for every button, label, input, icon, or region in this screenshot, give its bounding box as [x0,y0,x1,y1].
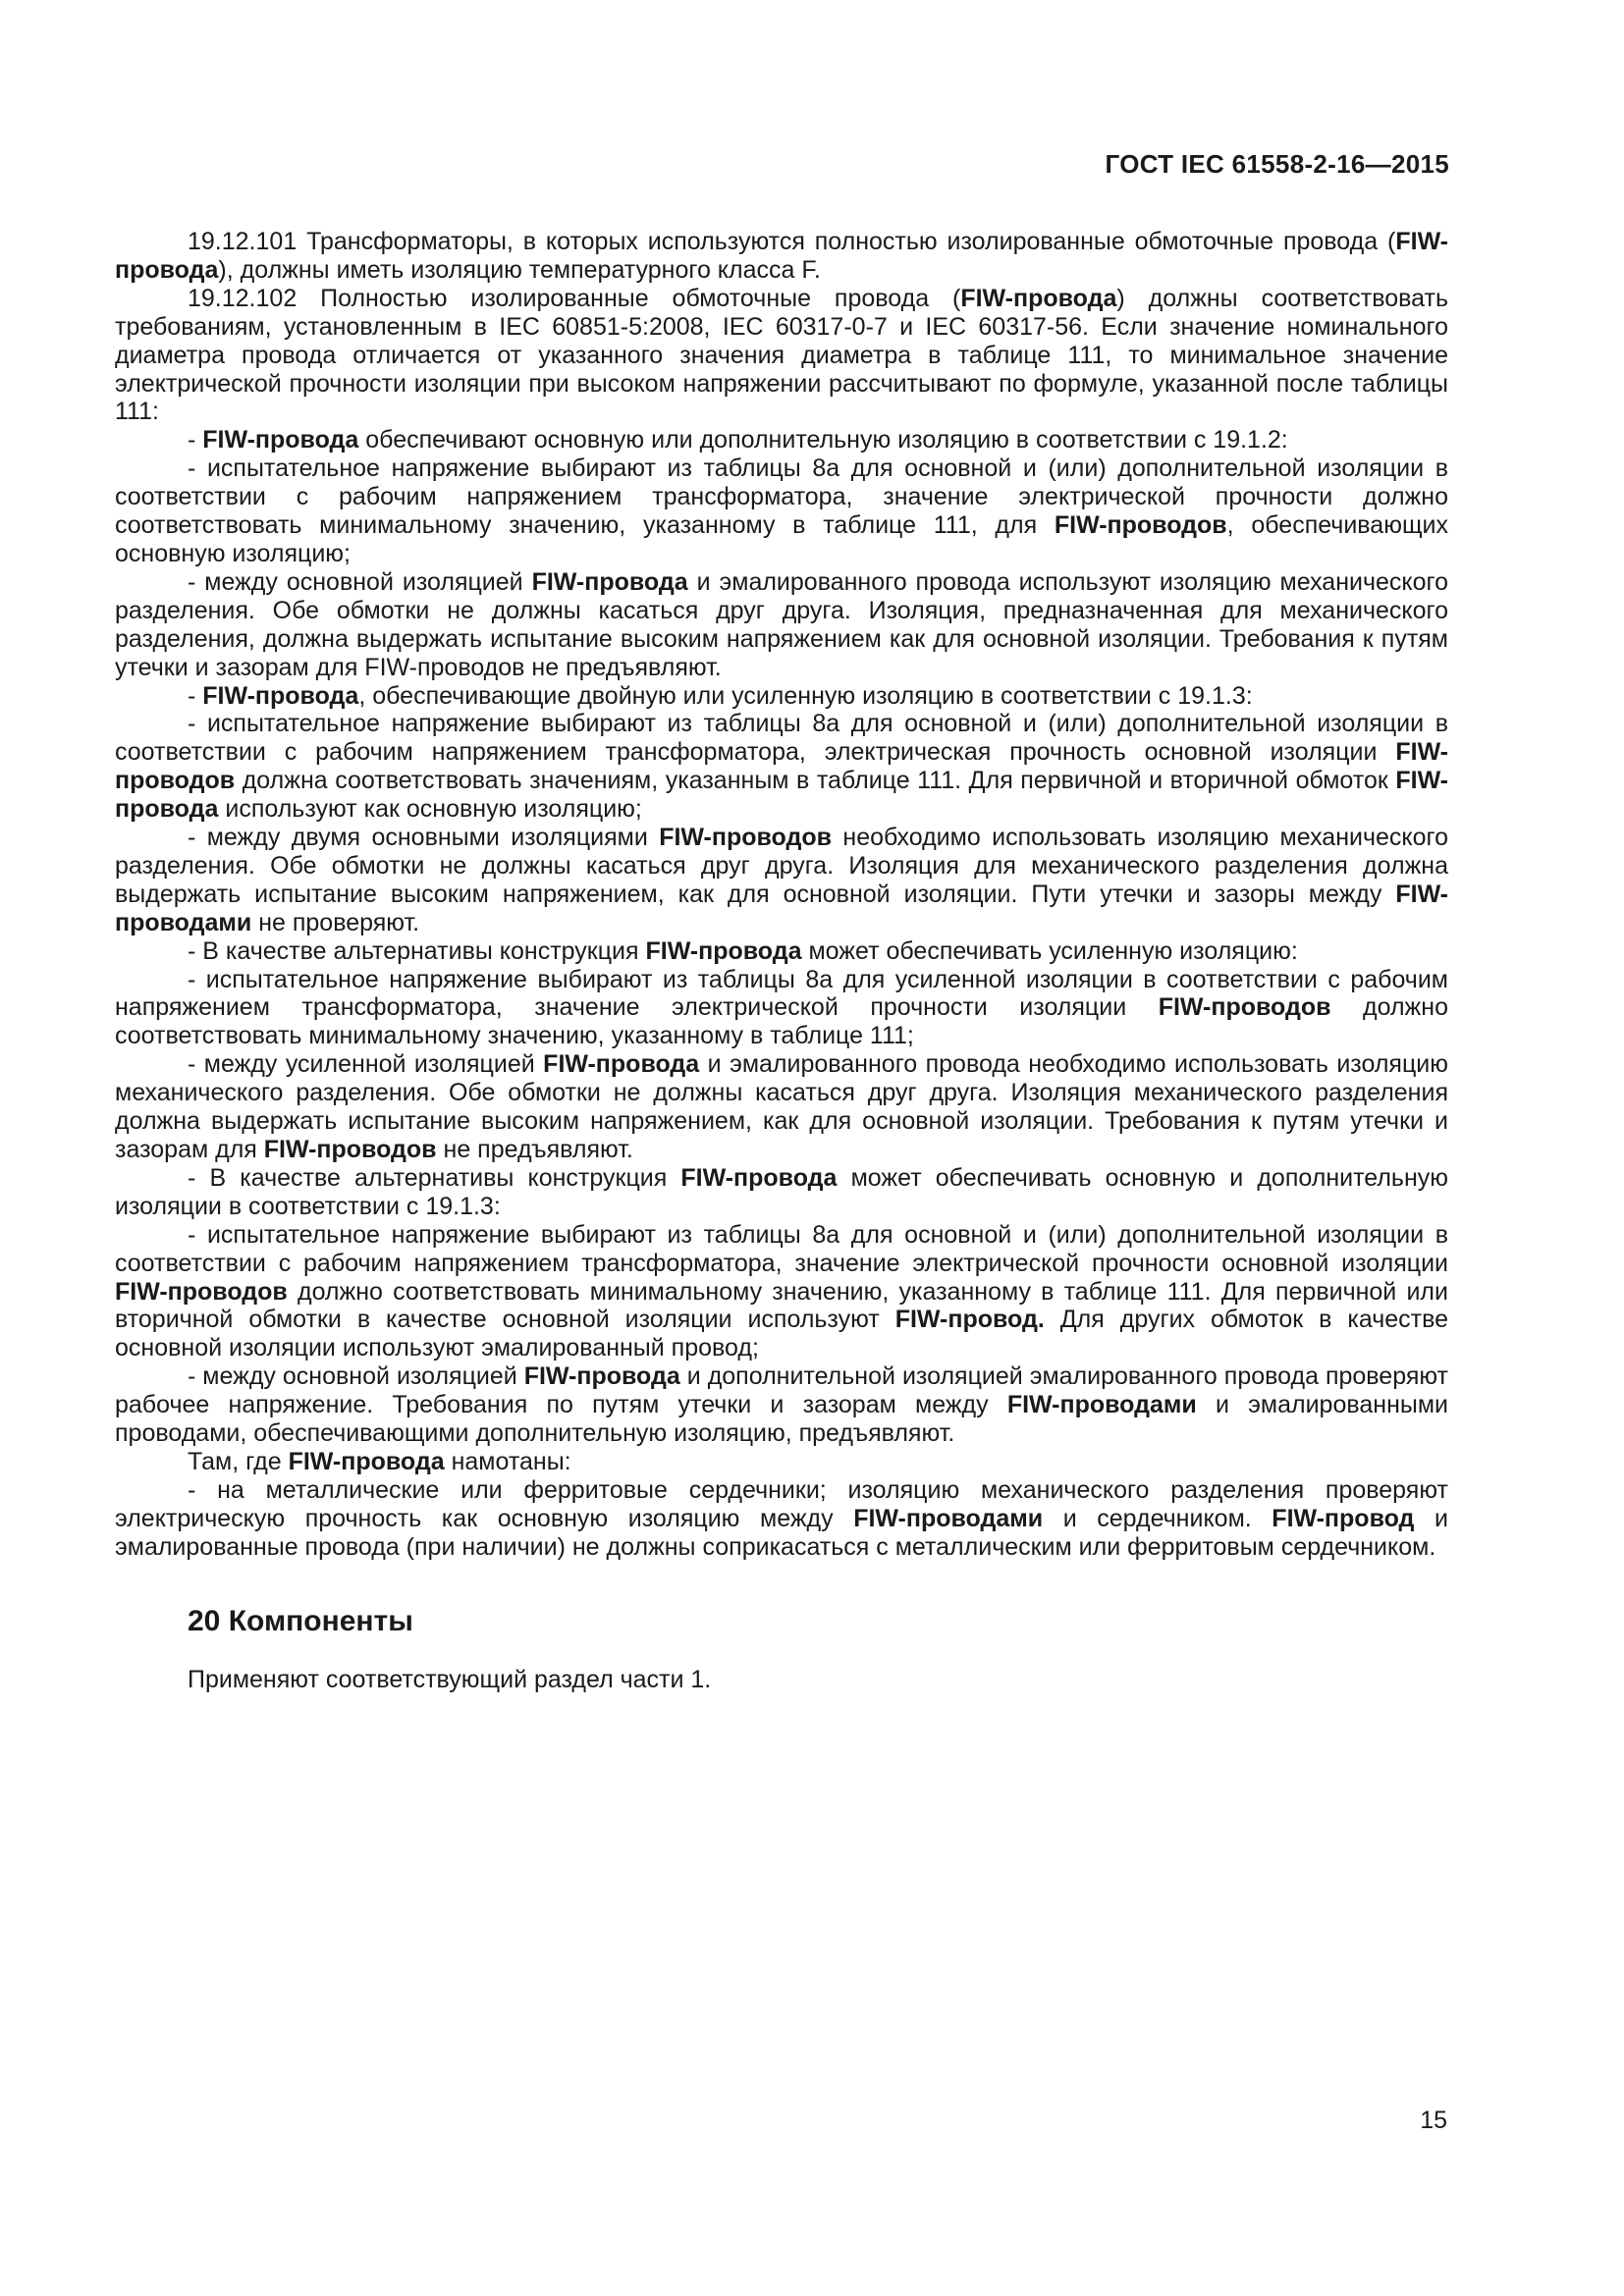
text-run: обеспечивают основную или дополнительную изоляцию в соответствии с 19.1.2: [358,426,1288,454]
text-run: - на металлические или ферритовые сердечники; изоляцию механического разделения проверяют электрическую прочность как основную изоляцию между [115,1475,1448,1532]
text-run: 19.12.102 Полностью изолированные обмоточные провода ( [188,284,961,312]
text-run: ), должны иметь изоляцию температурного класса F. [218,255,821,284]
paragraph [115,1164,1448,1221]
text-run: - испытательное напряжение выбирают из таблицы 8а для основной и (или) дополнительной изоляции в соответствии с рабочим напряжением трансформатора, значение электрической прочности основной изоляции [115,1220,1448,1277]
text-run: 19.12.101 Трансформаторы, в которых используются полностью изолированные обмоточные провода ( [188,228,1396,255]
text-run: - между основной изоляцией [188,1362,524,1391]
paragraph [115,937,1448,966]
text-run: - испытательное напряжение выбирают из таблицы 8а для усиленной изоляции в соответствии с рабочим напряжением трансформатора, значение электрической прочности изоляции [115,965,1448,1022]
paragraph [115,824,1448,937]
paragraph [115,1221,1448,1363]
text-run: используют как основную изоляцию; [218,795,642,824]
text-run: - испытательное напряжение выбирают из таблицы 8а для основной и (или) дополнительной изоляции в соответствии с рабочим напряжением трансформатора, электрическая прочность основной изоляции [115,710,1448,767]
bold-term: FIW-провод [1272,1504,1415,1532]
text-run: и сердечником. [1043,1504,1272,1532]
section-title: 20 Компоненты [188,1604,413,1637]
text-run: не проверяют. [251,908,420,936]
bold-term: FIW-проводами [1006,1391,1197,1419]
text-run: может обеспечивать усиленную изоляцию: [801,936,1298,965]
text-run: не предъявляют. [436,1136,633,1163]
text-run: Там, где [188,1447,289,1475]
text-run: - В качестве альтернативы конструкция [188,1163,681,1192]
paragraph [115,1476,1448,1562]
paragraph [115,568,1448,682]
bold-term: FIW-проводов [1158,993,1331,1022]
document-body [115,228,1448,1694]
text-run: должна соответствовать значениям, указанным в таблице 111. Для первичной и вторичной обмоток [235,767,1396,795]
bold-term: FIW-проводов [115,1277,288,1306]
paragraph [115,285,1448,427]
page-number: 15 [1420,2107,1447,2134]
document-header: ГОСТ IEC 61558-2-16—2015 [1105,149,1449,179]
bold-term: FIW-провода [288,1447,445,1475]
text-run: - В качестве альтернативы конструкция [188,936,646,965]
bold-term: FIW-провода [645,936,802,965]
text-run: необходимо использовать изоляцию механического разделения. Обе обмотки не должны касаться друг друга. Изоляция для механического разделения должна выдержать испытание высоким напряжением, как для основной изоляции. Пути утечки и зазоры между [115,824,1448,908]
paragraph [115,454,1448,568]
paragraph [115,228,1448,285]
text-run: ) должны соответствовать требованиям, установленным в IEC 60851-5:2008, IEC 60317-0-7 и IEC 60317-56. Если значение номинального диаметра провода отличается от указанного значения диаметра в таблице 111, то минимальное значение электрической прочности изоляции при высоком напряжении рассчитывают по формуле, указанной после таблицы 111: [115,284,1448,426]
bold-term: FIW-провод. [894,1306,1045,1334]
bold-term: FIW-провода [680,1163,838,1192]
paragraph [115,1362,1448,1448]
text-run: и дополнительной изоляцией эмалированного провода проверяют рабочее напряжение. Требования по путям утечки и зазорам между [115,1362,1449,1419]
text-run: и эмалированные провода (при наличии) не должны соприкасаться с металлическим или ферритовым сердечником. [115,1504,1448,1561]
paragraph [115,682,1448,711]
text-run: , обеспечивающих основную изоляцию; [115,511,1448,567]
bold-term: FIW-провода [202,426,359,454]
paragraph [115,1050,1448,1164]
bold-term: FIW-провода [115,228,1448,284]
text-run: - между основной изоляцией [188,567,532,596]
bold-term: FIW-провода [115,767,1448,824]
text-run: должно соответствовать минимальному значению, указанному в таблице 111; [115,993,1448,1050]
bold-term: FIW-проводов [263,1136,437,1163]
bold-term: FIW-проводов [1054,511,1227,540]
text-run: должно соответствовать минимальному значению, указанному в таблице 111. Для первичной или вторичной обмотки в качестве основной изоляции используют [115,1277,1448,1334]
text-run: - испытательное напряжение выбирают из таблицы 8а для основной и (или) дополнительной изоляции в соответствии с рабочим напряжением трансформатора, значение электрической прочности должно соответствовать минимальному значению, указанному в таблице 111, для [115,454,1448,540]
bold-term: FIW-провода [523,1362,680,1391]
bold-term: FIW-проводами [115,880,1448,936]
bold-term: FIW-проводов [659,824,832,852]
bold-term: FIW-проводов [115,738,1448,795]
bold-term: FIW-провода [960,284,1117,312]
text-run: намотаны: [444,1447,571,1475]
text-run: - [188,426,203,454]
text-run: - между усиленной изоляцией [188,1050,544,1079]
paragraph [115,1448,1448,1476]
section-text: Применяют соответствующий раздел части 1. [188,1665,712,1693]
text-run: - между двумя основными изоляциями [188,824,660,852]
paragraph [115,966,1448,1051]
paragraph [115,710,1448,824]
paragraph-list [115,228,1448,1562]
bold-term: FIW-провода [202,681,359,710]
text-run: может обеспечивать основную и дополнительную изоляции в соответствии с 19.1.3: [115,1163,1449,1220]
text-run: и эмалированными проводами, обеспечивающими дополнительную изоляцию, предъявляют. [115,1391,1448,1448]
text-run: , обеспечивающие двойную или усиленную изоляцию в соответствии с 19.1.3: [358,681,1253,710]
bold-term: FIW-проводами [853,1504,1044,1532]
text-run: Для других обмоток в качестве основной изоляции используют эмалированный провод; [115,1306,1449,1362]
paragraph [115,426,1448,454]
text-run: - [188,681,203,710]
text-run: и эмалированного провода используют изоляцию механического разделения. Обе обмотки не должны касаться друг друга. Изоляция, предназначенная для механического разделения, должна выдержать испытание высоким напряжением как для основной изоляции. Требования к путям утечки и зазорам для FIW-проводов не предъявляют. [115,567,1449,681]
bold-term: FIW-провода [543,1050,700,1079]
text-run: и эмалированного провода необходимо использовать изоляцию механического разделения. Обе обмотки не должны касаться друг друга. Изоляция механического разделения должна выдержать испытание высоким напряжением, как для основной изоляции. Требования к путям утечки и зазорам для [115,1050,1449,1163]
bold-term: FIW-провода [531,567,688,596]
